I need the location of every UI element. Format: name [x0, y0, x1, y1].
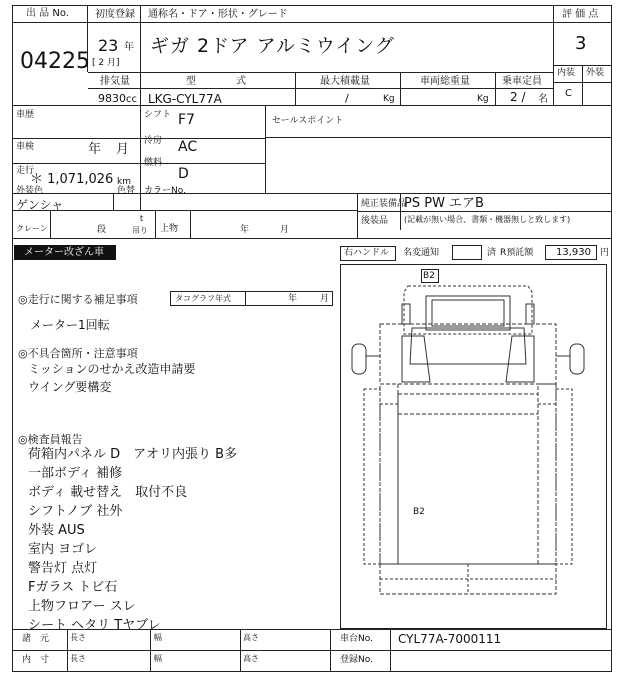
diagram-mark-side: B2 [413, 507, 425, 517]
right-handle-label: 右ハンドル [344, 248, 390, 258]
fuel-label: 燃料 [144, 158, 163, 168]
equipment-value: PS PW エアB [404, 196, 484, 211]
length-label: 長さ [70, 633, 86, 642]
exterior-color-value: ゲンシャ [16, 198, 64, 212]
capacity-unit: 名 [538, 94, 548, 105]
color-change-label: 色替 [117, 186, 136, 196]
registration-no-label: 登録No. [340, 655, 373, 665]
crane-stage-unit: 段 [97, 225, 107, 235]
registration-year-unit: 年 [124, 42, 134, 53]
tachograph-month-unit: 月 [320, 294, 330, 304]
history-label: 車歴 [16, 110, 35, 120]
retrofit-label: 後装品 [361, 216, 389, 226]
capacity-value: 2 / [510, 90, 526, 104]
inspector-item: 警告灯 点灯 [28, 561, 98, 576]
lot-label: 出 品 No. [26, 8, 69, 19]
max-load-unit: Kg [383, 94, 395, 104]
supplement-text: メーター1回転 [30, 318, 110, 332]
equipment-label: 純正装備品 [361, 199, 407, 209]
exterior-grade-label: 外装 [586, 68, 605, 78]
ac-label: 冷房 [144, 136, 163, 146]
mileage-value: ＊ 1,071,026 [30, 172, 114, 187]
interior-grade-label: 内装 [557, 68, 576, 78]
fuel-value: D [178, 166, 189, 182]
vehicle-name: ギガ 2ドア アルミウイング [150, 35, 395, 57]
interior-dims-label: 内 寸 [22, 655, 50, 665]
shift-value: F7 [178, 112, 195, 128]
dims-label: 諸 元 [22, 634, 50, 644]
crane-ton-top: t [140, 214, 144, 223]
inspector-item: シフトノブ 社外 [28, 504, 123, 519]
inspector-item: シート ヘタリ Tヤブレ [28, 618, 161, 633]
inspection-label: 車検 [16, 142, 35, 152]
inspector-item: 荷箱内パネル D アオリ内張り B多 [28, 447, 238, 462]
chassis-label: 車台No. [340, 634, 373, 644]
defects-heading: ◎不具合箇所・注意事項 [18, 347, 138, 360]
inspection-month-unit: 月 [116, 142, 130, 157]
displacement-label: 排気量 [100, 76, 130, 87]
inner-height-label: 高さ [243, 654, 259, 663]
grade-value: 3 [575, 33, 587, 54]
supplement-heading: ◎走行に関する補足事項 [18, 293, 138, 306]
loading-month-unit: 月 [280, 225, 290, 235]
model-value: LKG-CYL77A [148, 92, 222, 106]
inspection-year-unit: 年 [88, 142, 102, 157]
inspector-item: ボディ 載せ替え 取付不良 [28, 485, 188, 500]
tachograph-year-unit: 年 [288, 294, 298, 304]
max-load-value: / [345, 92, 349, 105]
inspector-item: 一部ボディ 補修 [28, 466, 123, 481]
mileage-label: 走行 [16, 166, 35, 176]
defect-item: ウイング要構変 [28, 380, 112, 394]
color-code-label: カラーNo. [144, 186, 186, 196]
recycle-deposit-value: 13,930 [556, 247, 591, 258]
max-load-label: 最大積載量 [320, 76, 370, 87]
defect-item: ミッションのせかえ改造申請要 [28, 362, 196, 376]
displacement-unit: cc [126, 94, 137, 105]
truck-outline-diagram [340, 264, 607, 629]
exterior-color-label: 外装色 [16, 186, 44, 196]
inspector-item: 外装 AUS [28, 523, 85, 538]
gross-weight-label: 車両総重量 [420, 76, 470, 87]
mileage-unit: km [117, 177, 131, 187]
inspector-heading: ◎検査員報告 [18, 433, 83, 446]
first-registration-label: 初度登録 [95, 9, 135, 20]
shift-label: シフト [144, 110, 172, 120]
meter-tamper-text: メーター改ざん車 [24, 247, 104, 258]
grade-label: 評 価 点 [562, 9, 599, 20]
recycle-deposit-label: R預託額 [500, 248, 534, 258]
inspector-item: 室内 ヨゴレ [28, 542, 98, 557]
registration-month: [ 2 月] [92, 58, 120, 68]
height-label: 高さ [243, 633, 259, 642]
name-change-label: 名変通知 [403, 248, 440, 258]
model-label: 型 式 [186, 76, 246, 87]
retrofit-note: (記載が無い場合、書類・機器無しと致します) [404, 215, 571, 224]
gross-weight-unit: Kg [477, 94, 489, 104]
crane-ton-bottom: 吊り [132, 226, 148, 235]
interior-grade-value: C [565, 88, 572, 99]
crane-label: クレーン [16, 224, 48, 233]
diagram-mark-top: B2 [423, 271, 435, 281]
recycle-done-label: 済 [487, 248, 497, 258]
ac-value: AC [178, 139, 198, 155]
width-label: 幅 [154, 633, 162, 642]
displacement-value: 9830 [98, 92, 126, 105]
chassis-number: CYL77A-7000111 [398, 632, 502, 646]
capacity-label: 乗車定員 [502, 76, 542, 87]
lot-number: 04225 [20, 49, 90, 74]
registration-year: 23 [98, 36, 119, 55]
recycle-unit: 円 [600, 248, 610, 258]
tachograph-label: タコグラフ年式 [175, 294, 231, 303]
inner-length-label: 長さ [70, 654, 86, 663]
inspector-item: Fガラス トビ石 [28, 580, 118, 595]
inspector-item: 上物フロアー スレ [28, 599, 136, 614]
sales-point-label: セールスポイント [272, 116, 344, 126]
loading-year-unit: 年 [240, 225, 250, 235]
vehicle-name-label: 通称名・ドア・形状・グレード [148, 9, 288, 20]
loading-label: 上物 [160, 224, 179, 234]
name-change-box [452, 245, 482, 260]
inner-width-label: 幅 [154, 654, 162, 663]
